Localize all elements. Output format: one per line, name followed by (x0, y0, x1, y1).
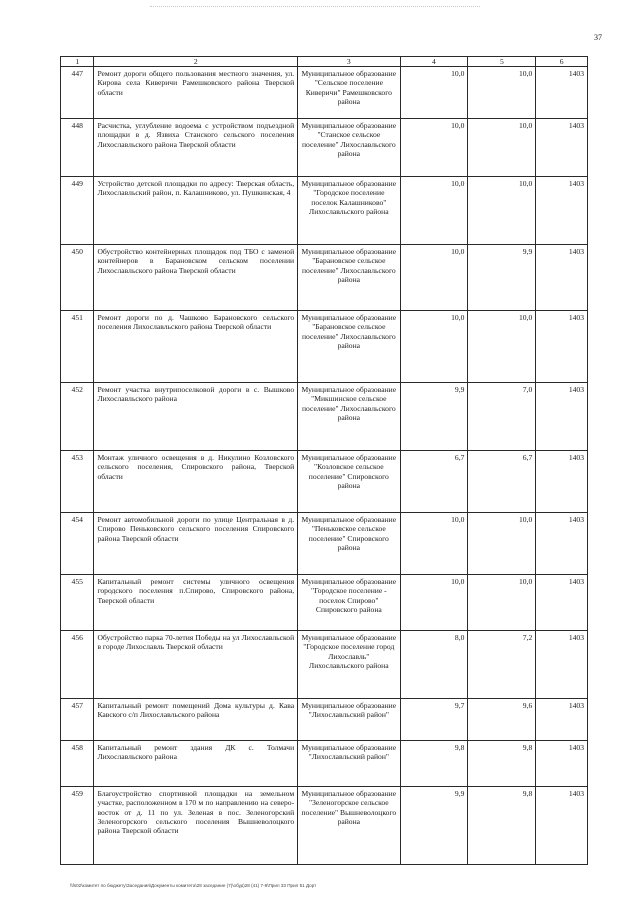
value-col4-cell: 9,9 (400, 787, 468, 865)
row-number-cell: 456 (61, 631, 94, 699)
table-row (61, 67, 588, 119)
code-col6-cell: 1403 (536, 699, 588, 741)
municipality-cell: Муниципальное образование "Барановское сельское поселение" Лихославльского района (298, 311, 400, 383)
value-col4-cell: 10,0 (400, 177, 468, 245)
table-row (61, 383, 588, 451)
value-col5-cell: 9,6 (468, 699, 536, 741)
table-row (61, 741, 588, 787)
value-col4-cell: 10,0 (400, 245, 468, 311)
document-table (60, 56, 588, 865)
project-name-cell: Ремонт автомобильной дороги по улице Центральная в д. Спирово Пеньковского сельского поселения Спировского района Тверской области (94, 513, 298, 575)
table-row (61, 699, 588, 741)
row-number-cell: 448 (61, 119, 94, 177)
code-col6-cell: 1403 (536, 119, 588, 177)
value-col5-cell: 9,8 (468, 741, 536, 787)
value-col4-cell: 8,0 (400, 631, 468, 699)
project-name-cell: Ремонт дороги общего пользования местного значения, ул. Кирова села Киверичи Рамешковского района Тверской области (94, 67, 298, 119)
value-col4-cell: 10,0 (400, 119, 468, 177)
table-row (61, 451, 588, 513)
value-col5-cell: 10,0 (468, 513, 536, 575)
code-col6-cell: 1403 (536, 631, 588, 699)
table-row (61, 311, 588, 383)
project-name-cell: Ремонт дороги по д. Чашково Барановского сельского поселения Лихославльского района Тверской области (94, 311, 298, 383)
value-col4-cell: 10,0 (400, 575, 468, 631)
code-col6-cell: 1403 (536, 741, 588, 787)
value-col5-cell: 10,0 (468, 67, 536, 119)
value-col5-cell: 10,0 (468, 119, 536, 177)
code-col6-cell: 1403 (536, 513, 588, 575)
project-name-cell: Обустройство контейнерных площадок под ТБО с заменой контейнеров в Барановском сельском поселении Лихославльского района Тверской области (94, 245, 298, 311)
row-number-cell: 453 (61, 451, 94, 513)
code-col6-cell: 1403 (536, 383, 588, 451)
row-number-cell: 449 (61, 177, 94, 245)
value-col5-cell: 10,0 (468, 311, 536, 383)
column-header-5: 5 (468, 57, 536, 67)
column-header-1: 1 (61, 57, 94, 67)
row-number-cell: 454 (61, 513, 94, 575)
value-col4-cell: 9,8 (400, 741, 468, 787)
column-header-3: 3 (298, 57, 400, 67)
value-col5-cell: 9,9 (468, 245, 536, 311)
project-name-cell: Капитальный ремонт здания ДК с. Толмачи Лихославльского района (94, 741, 298, 787)
table-row (61, 575, 588, 631)
project-name-cell: Устройство детской площадки по адресу: Тверская область, Лихославльский район, п. Калашниково, ул. Пушкинская, 4 (94, 177, 298, 245)
value-col5-cell: 6,7 (468, 451, 536, 513)
municipality-cell: Муниципальное образование "Городское поселение поселок Калашниково" Лихославльского района (298, 177, 400, 245)
value-col5-cell: 9,8 (468, 787, 536, 865)
project-name-cell: Обустройство парка 70-летия Победы на ул Лихославльской в городе Лихославль Тверской области (94, 631, 298, 699)
value-col4-cell: 9,9 (400, 383, 468, 451)
footer-file-path: \\fs02\комитет по бюджету\Заседания\Документы комитета\28 заседание (7)\обуд\28 (41) 7-8\Прил 33 Прил 51 Дорт (70, 883, 317, 888)
page-number: 37 (594, 33, 602, 42)
value-col4-cell: 10,0 (400, 311, 468, 383)
municipality-cell: Муниципальное образование "Сельское поселение Киверичи" Рамешковского района (298, 67, 400, 119)
code-col6-cell: 1403 (536, 177, 588, 245)
column-number-row (61, 57, 588, 67)
municipality-cell: Муниципальное образование "Городское поселение - поселок Спирово" Спировского района (298, 575, 400, 631)
municipality-cell: Муниципальное образование "Городское поселение город Лихославль" Лихославльского района (298, 631, 400, 699)
row-number-cell: 451 (61, 311, 94, 383)
code-col6-cell: 1403 (536, 575, 588, 631)
municipality-cell: Муниципальное образование "Станское сельское поселение" Лихославльского района (298, 119, 400, 177)
row-number-cell: 450 (61, 245, 94, 311)
code-col6-cell: 1403 (536, 311, 588, 383)
project-name-cell: Ремонт участка внутрипоселковой дороги в с. Вышково Лихославльского района (94, 383, 298, 451)
value-col5-cell: 7,0 (468, 383, 536, 451)
value-col5-cell: 7,2 (468, 631, 536, 699)
row-number-cell: 457 (61, 699, 94, 741)
table-row (61, 119, 588, 177)
code-col6-cell: 1403 (536, 787, 588, 865)
municipality-cell: Муниципальное образование "Пеньковское сельское поселение" Спировского района (298, 513, 400, 575)
municipality-cell: Муниципальное образование "Лихославльский район" (298, 699, 400, 741)
row-number-cell: 459 (61, 787, 94, 865)
table-row (61, 177, 588, 245)
municipality-cell: Муниципальное образование "Козловское сельское поселение" Спировского района (298, 451, 400, 513)
column-header-4: 4 (400, 57, 468, 67)
table-row (61, 631, 588, 699)
value-col5-cell: 10,0 (468, 177, 536, 245)
project-name-cell: Капитальный ремонт помещений Дома культуры д. Кава Кавского с/п Лихославльского района (94, 699, 298, 741)
project-name-cell: Монтаж уличного освещения в д. Никулино Козловского сельского поселения, Спировского района, Тверской области (94, 451, 298, 513)
value-col4-cell: 9,7 (400, 699, 468, 741)
table-row (61, 245, 588, 311)
value-col4-cell: 6,7 (400, 451, 468, 513)
value-col4-cell: 10,0 (400, 513, 468, 575)
code-col6-cell: 1403 (536, 245, 588, 311)
code-col6-cell: 1403 (536, 451, 588, 513)
table-row (61, 513, 588, 575)
project-name-cell: Капитальный ремонт системы уличного освещения городского поселения п.Спирово, Спировского района, Тверской области (94, 575, 298, 631)
value-col5-cell: 10,0 (468, 575, 536, 631)
row-number-cell: 455 (61, 575, 94, 631)
row-number-cell: 458 (61, 741, 94, 787)
row-number-cell: 452 (61, 383, 94, 451)
municipality-cell: Муниципальное образование "Барановское сельское поселение" Лихославльского района (298, 245, 400, 311)
value-col4-cell: 10,0 (400, 67, 468, 119)
column-header-6: 6 (536, 57, 588, 67)
municipality-cell: Муниципальное образование "Микшинское сельское поселение" Лихославльского района (298, 383, 400, 451)
table-row (61, 787, 588, 865)
scan-artifact-line (150, 6, 480, 7)
project-name-cell: Расчистка, углубление водоема с устройством подъездной площадки в д. Язвиха Станского сельского поселения Лихославльского района Тверской области (94, 119, 298, 177)
municipality-cell: Муниципальное образование "Зеленогорское сельское поселение" Вышневолоцкого района (298, 787, 400, 865)
municipality-cell: Муниципальное образование "Лихославльский район" (298, 741, 400, 787)
column-header-2: 2 (94, 57, 298, 67)
code-col6-cell: 1403 (536, 67, 588, 119)
project-name-cell: Благоустройство спортивной площадки на земельном участке, расположенном в 170 м по направлению на северо-восток от д. 11 по ул. Зеленая в пос. Зеленогорский Зеленогорского сельского поселения Вышневолоцкого района Тверской области (94, 787, 298, 865)
row-number-cell: 447 (61, 67, 94, 119)
